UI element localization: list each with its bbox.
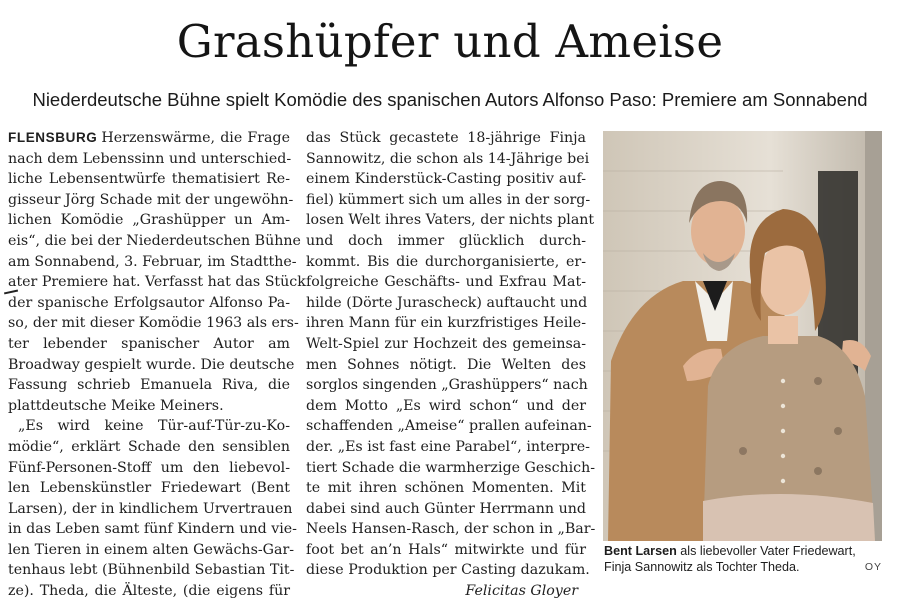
caption-line-1 <box>604 543 886 559</box>
article-column-2 <box>306 128 596 602</box>
text-line: mödie“, erklärt Schade den sensiblen <box>8 438 290 455</box>
photo-caption <box>604 543 886 575</box>
text-line: der spanische Erfolgsautor Alfonso Pa- <box>8 294 290 311</box>
stage-photo <box>603 131 882 541</box>
text-line: tenhaus lebt (Bühnenbild Sebastian Tit- <box>8 562 295 579</box>
text-line <box>8 128 290 149</box>
text-line: fiel) kümmert sich um alles in der sorg- <box>306 191 591 208</box>
text-line: dabei sind auch Günter Herrmann und <box>306 500 586 517</box>
subheadline: Niederdeutsche Bühne spielt Komödie des spanischen Autors Alfonso Paso: Premiere am Sonnabend <box>32 89 868 110</box>
text-line: Fassung schrieb Emanuela Riva, die <box>8 377 290 394</box>
text-line: nach dem Lebenssinn und unterschied- <box>8 150 292 167</box>
text-line: am Sonnabend, 3. Februar, im Stadtthe- <box>8 253 297 270</box>
text-line: ter lebender spanischer Autor am <box>8 335 290 352</box>
text-line: plattdeutsche Meike Meiners. <box>8 397 224 414</box>
text-line: ihren Mann für ein kurzfristiges Heile- <box>306 315 586 332</box>
text-line: Neels Hansen-Rasch, der schon in „Bar- <box>306 521 596 538</box>
article-column-1 <box>8 128 306 602</box>
text-line: foot bet an’n Hals“ mitwirkte und für <box>306 541 586 558</box>
text-line: lichen Komödie „Grashüpper un Am- <box>8 212 290 229</box>
stage-photo-illustration <box>603 131 882 541</box>
text-line: te mit ihren schönen Momenten. Mit <box>306 480 586 497</box>
text-line: dem Motto „Es wird schon“ und der <box>306 397 586 414</box>
text-line: hilde (Dörte Jurascheck) auftaucht und <box>306 294 588 311</box>
text-line: gisseur Jörg Schade mit der ungewöhn- <box>8 191 294 208</box>
text-line: folgreiche Geschäfts- und Exfrau Mat- <box>306 274 586 291</box>
text-line: der. „Es ist fast eine Parabel“, interpre- <box>306 438 590 455</box>
text-line: einem Kinderstück-Casting positiv auf- <box>306 171 586 188</box>
text-line: das Stück gecastete 18-jährige Finja <box>306 130 586 146</box>
text-line: diese Produktion per Casting dazukam. <box>306 562 590 579</box>
text-line: Welt-Spiel zur Hochzeit des gemeinsa- <box>306 335 586 352</box>
text-line-content: Herzenswärme, die Frage <box>101 130 290 146</box>
caption-name: Bent Larsen <box>604 544 677 558</box>
text-line: ater Premiere hat. Verfasst hat das Stück <box>8 274 306 291</box>
author-byline: Felicitas Gloyer <box>465 583 578 600</box>
text-line: „Es wird keine Tür-auf-Tür-zu-Ko- <box>18 418 290 435</box>
text-line: ze). Theda, die Älteste, (die eigens für <box>8 583 290 600</box>
text-line: Broadway gespielt wurde. Die deutsche <box>8 356 295 373</box>
text-line: losen Welt ihres Vaters, der nichts plant <box>306 212 595 229</box>
text-line: schaffenden „Ameise“ prallen aufeinan- <box>306 418 592 435</box>
text-line: eis“, die bei der Niederdeutschen Bühne <box>8 232 301 249</box>
headline: Grashüpfer und Ameise <box>176 15 724 68</box>
text-line: Fünf-Personen-Stoff um den liebevol- <box>8 459 290 476</box>
text-line: Sannowitz, die schon als 14-Jährige bei <box>306 150 590 167</box>
photo-credit: OY <box>864 561 882 573</box>
dateline: FLENSBURG <box>8 130 98 145</box>
text-line: kommt. Bis die durchorganisierte, er- <box>306 253 586 270</box>
text-line: sorglos singenden „Grashüppers“ nach <box>306 377 588 394</box>
text-line: liche Lebensentwürfe thematisiert Re- <box>8 171 290 188</box>
text-line: tiert Schade die warmherzige Geschich- <box>306 459 596 476</box>
text-line: so, der mit dieser Komödie 1963 als ers- <box>8 315 299 332</box>
text-line: Larsen), der in kindlichem Urvertrauen <box>8 500 293 517</box>
text-line: men Sohnes nötigt. Die Welten des <box>306 356 586 373</box>
caption-text: als liebevoller Vater Friedewart, <box>676 544 856 558</box>
text-line: und doch immer glücklich durch- <box>306 232 586 249</box>
text-line: in das Leben samt fünf Kindern und vie- <box>8 521 297 538</box>
text-line: len Tieren in einem alten Gewächs-Gar- <box>8 541 295 558</box>
text-line: len Lebenskünstler Friedewart (Bent <box>8 480 290 497</box>
caption-line-2: Finja Sannowitz als Tochter Theda. <box>604 560 800 574</box>
